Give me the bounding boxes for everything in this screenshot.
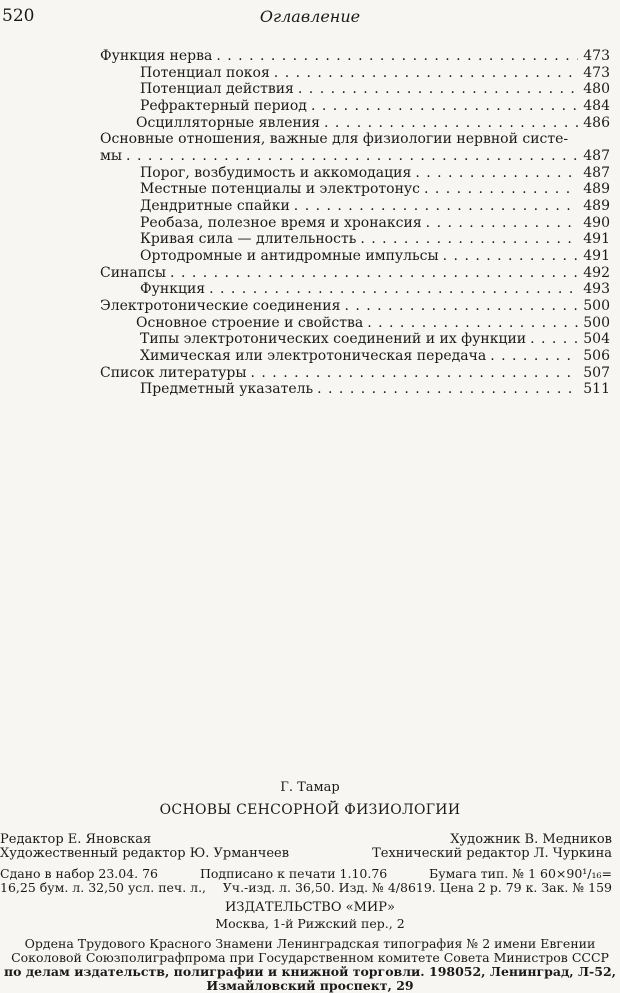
toc-entry[interactable]: Дендритные спайки . . . 489: [140, 198, 610, 214]
toc-entry[interactable]: Синапсы . . . 492: [100, 265, 610, 281]
toc-entry[interactable]: Рефрактерный период . . . 484: [140, 98, 610, 114]
art-editor: Художественный редактор Ю. Урманчеев: [0, 846, 290, 861]
artist: Художник В. Медников: [450, 832, 612, 847]
publisher: ИЗДАТЕЛЬСТВО «МИР»: [225, 900, 395, 915]
publisher-address: Москва, 1-й Рижский пер., 2: [215, 916, 405, 931]
sheets: 16,25 бум. л. 32,50 усл. печ. л.,: [0, 880, 207, 895]
toc-entry[interactable]: Основное строение и свойства . . . 500: [136, 315, 610, 331]
typeset-date: Сдано в набор 23.04. 76: [0, 866, 159, 881]
toc-entry[interactable]: Электротонические соединения . . . 500: [100, 298, 610, 314]
printer-line: Измайловский проспект, 29: [206, 978, 414, 993]
toc-entry[interactable]: Кривая сила — длительность . . . 491: [140, 231, 610, 247]
toc-entry[interactable]: Потенциал действия . . . 480: [140, 81, 610, 97]
page-number: 520: [2, 6, 35, 26]
printer-line: по делам издательств, полиграфии и книжной торговли. 198052, Ленинград, Л-52,: [4, 964, 616, 979]
toc-entry[interactable]: Функция . . . 493: [140, 281, 610, 297]
print-date: Подписано к печати 1.10.76: [200, 866, 388, 881]
toc-entry[interactable]: Реобаза, полезное время и хронаксия . . . 490: [140, 215, 610, 231]
toc-entry[interactable]: Химическая или электротоническая передача . . . 506: [140, 348, 610, 364]
toc-entry[interactable]: Местные потенциалы и электротонус . . . 489: [140, 181, 610, 197]
tech-editor: Технический редактор Л. Чуркина: [372, 846, 612, 861]
printer-line: Ордена Трудового Красного Знамени Ленинградская типография № 2 имени Евгении: [24, 936, 596, 951]
toc-entry[interactable]: Потенциал покоя . . . 473: [140, 65, 610, 81]
toc-entry-wrapped-line: Основные отношения, важные для физиологии нервной систе-: [100, 131, 569, 147]
printer-line: Соколовой Союзполиграфпрома при Государственном комитете Совета Министров СССР: [11, 950, 609, 965]
book-title: ОСНОВЫ СЕНСОРНОЙ ФИЗИОЛОГИИ: [159, 802, 461, 818]
running-title: Оглавление: [259, 7, 361, 26]
toc-entry[interactable]: мы . . . 487: [100, 148, 610, 164]
toc-entry[interactable]: Предметный указатель . . . 511: [140, 381, 610, 397]
toc-entry[interactable]: Ортодромные и антидромные импульсы . . . 491: [140, 248, 610, 264]
editor: Редактор Е. Яновская: [0, 832, 152, 847]
paper-format: Бумага тип. № 1 60×90¹/₁₆=: [429, 866, 612, 881]
toc-entry[interactable]: Порог, возбудимость и аккомодация . . . 487: [140, 165, 610, 181]
toc-entry[interactable]: Осцилляторные явления . . . 486: [136, 115, 610, 131]
pub-sheets: Уч.-изд. л. 36,50. Изд. № 4/8619. Цена 2 р. 79 к. Зак. № 159: [222, 880, 612, 895]
author: Г. Тамар: [280, 780, 340, 795]
toc-entry[interactable]: Типы электротонических соединений и их функции . . . 504: [140, 331, 610, 347]
toc-entry[interactable]: Функция нерва . . . 473: [100, 48, 610, 64]
page-header: [0, 6, 620, 30]
toc-entry[interactable]: Список литературы . . . 507: [100, 365, 610, 381]
